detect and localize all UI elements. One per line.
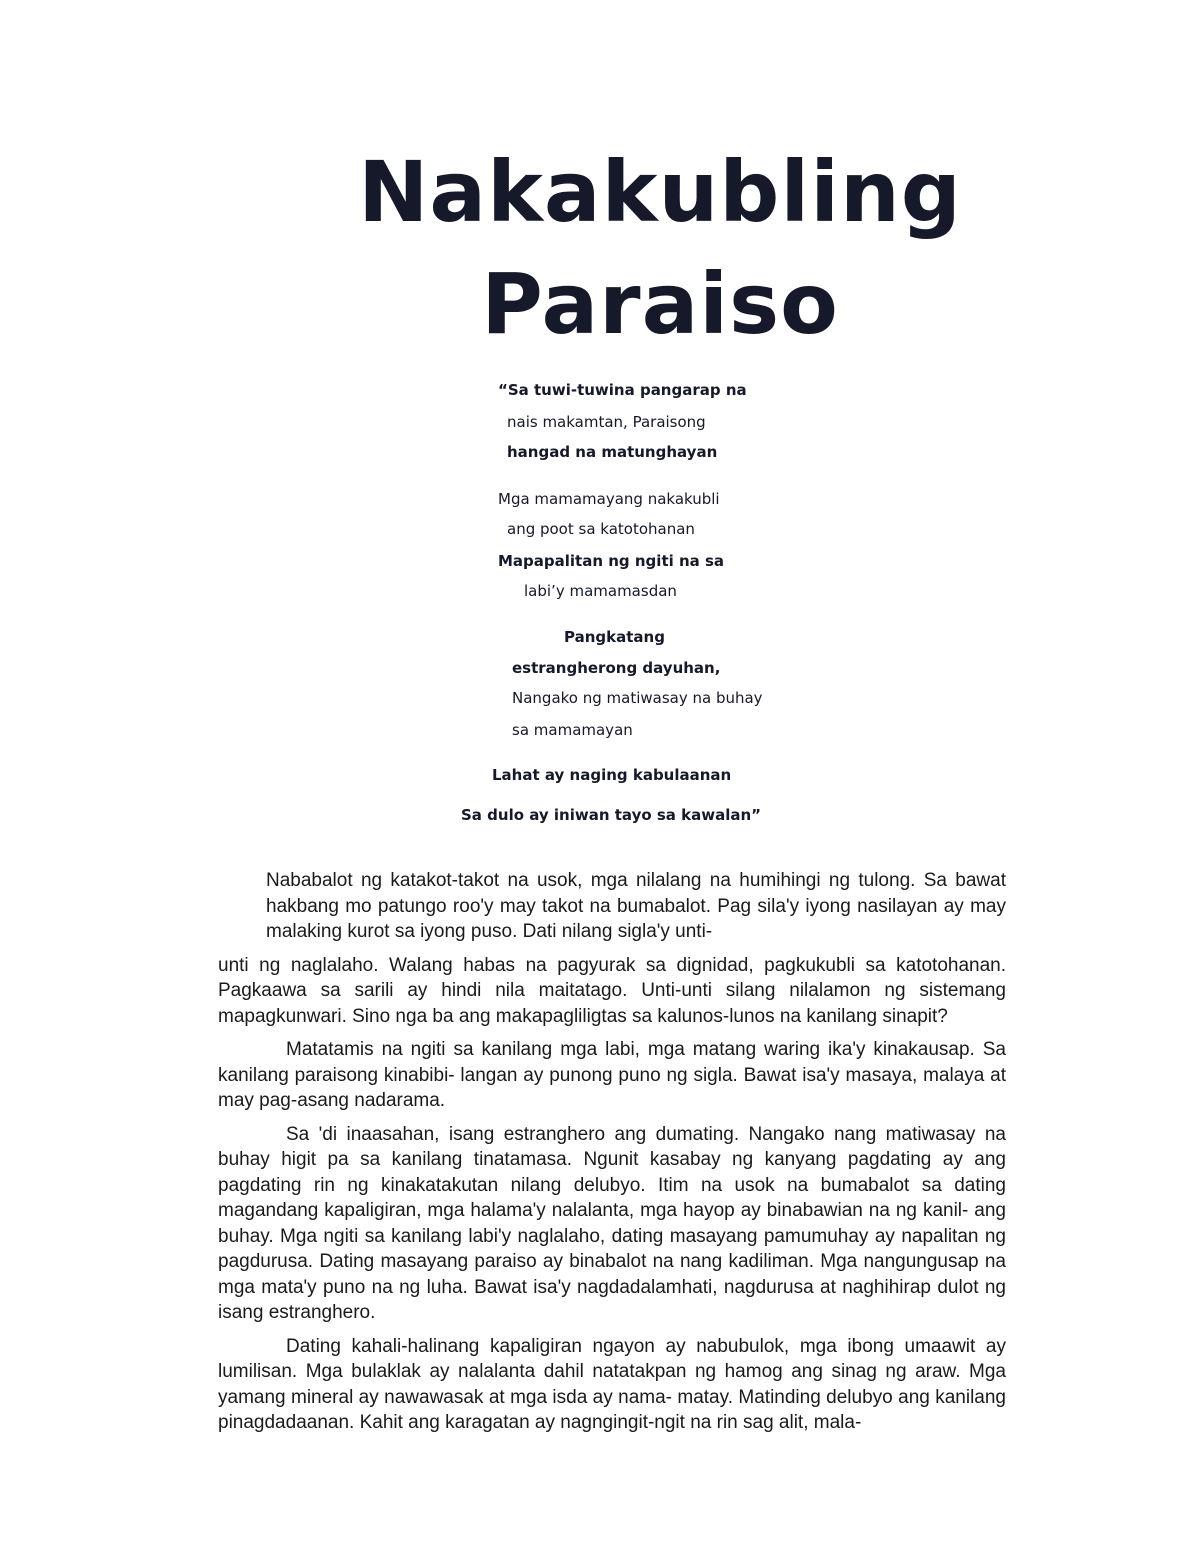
poem-line: labi’y mamamasdan	[524, 582, 677, 600]
poem-line: Sa dulo ay iniwan tayo sa kawalan”	[461, 806, 762, 824]
poem-line: Mapapalitan ng ngiti na sa	[498, 552, 725, 570]
poem	[430, 375, 890, 835]
prose-body	[218, 868, 1006, 1444]
paragraph-1-continued: unti ng naglalaho. Walang habas na pagyurak sa dignidad, pagkukubli sa katotohanan. Pagkaawa sa sarili ay hindi nila maitatago. Unti-unti silang nilalamon ng sistemang mapagkunwari. Sino nga ba ang makapagliligtas sa kalunos-lunos na kanilang sinapit?	[218, 954, 1006, 1027]
poem-line: sa mamamayan	[512, 721, 633, 739]
paragraph-1-hanging: Nababalot ng katakot-takot na usok, mga nilalang na humihingi ng tulong. Sa bawat hakbang mo patungo roo'y may takot na bumabalot. Pag sila'y iyong nasilayan ay may malaking kurot sa iyong puso. Dati nilang sigla'y unti-	[266, 870, 1006, 942]
poem-line: Mga mamamayang nakakubli	[498, 490, 720, 508]
poem-line: estrangherong dayuhan,	[512, 659, 721, 677]
poem-line: Nangako ng matiwasay na buhay	[512, 689, 763, 707]
title-line-2: Paraiso	[481, 255, 839, 353]
poem-line: nais makamtan, Paraisong	[507, 413, 706, 431]
paragraph-1	[218, 868, 1006, 945]
poem-line: Pangkatang	[564, 628, 665, 646]
poem-line: Lahat ay naging kabulaanan	[492, 766, 732, 784]
paragraph-3: Sa 'di inaasahan, isang estranghero ang dumating. Nangako nang matiwasay na buhay higit pa sa kanilang tinatamasa. Ngunit kasabay ng kanyang pagdating ay ang pagdating rin ng kinakatakutan nilang delubyo. Itim na usok na bumabalot sa dating magandang kapaligiran, mga halama'y nalalanta, mga hayop ay binabawian na ng kanil- ang buhay. Mga ngiti sa kanilang labi'y naglalaho, dating masayang pamumuhay ay napalitan ng pagdurusa. Dating masayang paraiso ay binabalot na nang kadiliman. Mga nangungusap na mga mata'y puno na ng luha. Bawat isa'y nagdadalamhati, nagdurusa at naghihirap dulot ng isang estranghero.	[218, 1123, 1006, 1323]
title-line-1: Nakakubling	[358, 143, 962, 241]
poem-line: “Sa tuwi-tuwina pangarap na	[498, 381, 747, 399]
poem-line: ang poot sa katotohanan	[507, 520, 695, 538]
poem-line: hangad na matunghayan	[507, 443, 718, 461]
paragraph-4: Dating kahali-halinang kapaligiran ngayon ay nabubulok, mga ibong umaawit ay lumilisan. Mga bulaklak ay nalalanta dahil natatakpan ng hamog ang sinag ng araw. Mga yamang mineral ay nawawasak at mga isda ay nama- matay. Matinding delubyo ang kanilang pinagdadaanan. Kahit ang karagatan ay nagngingit-ngit na rin sag alit, mala-	[218, 1335, 1006, 1433]
paragraph-2: Matatamis na ngiti sa kanilang mga labi, mga matang waring ika'y kinakausap. Sa kanilang paraisong kinabibi- langan ay punong puno ng sigla. Bawat isa'y masaya, malaya at may pag-asang nadarama.	[218, 1039, 1006, 1111]
